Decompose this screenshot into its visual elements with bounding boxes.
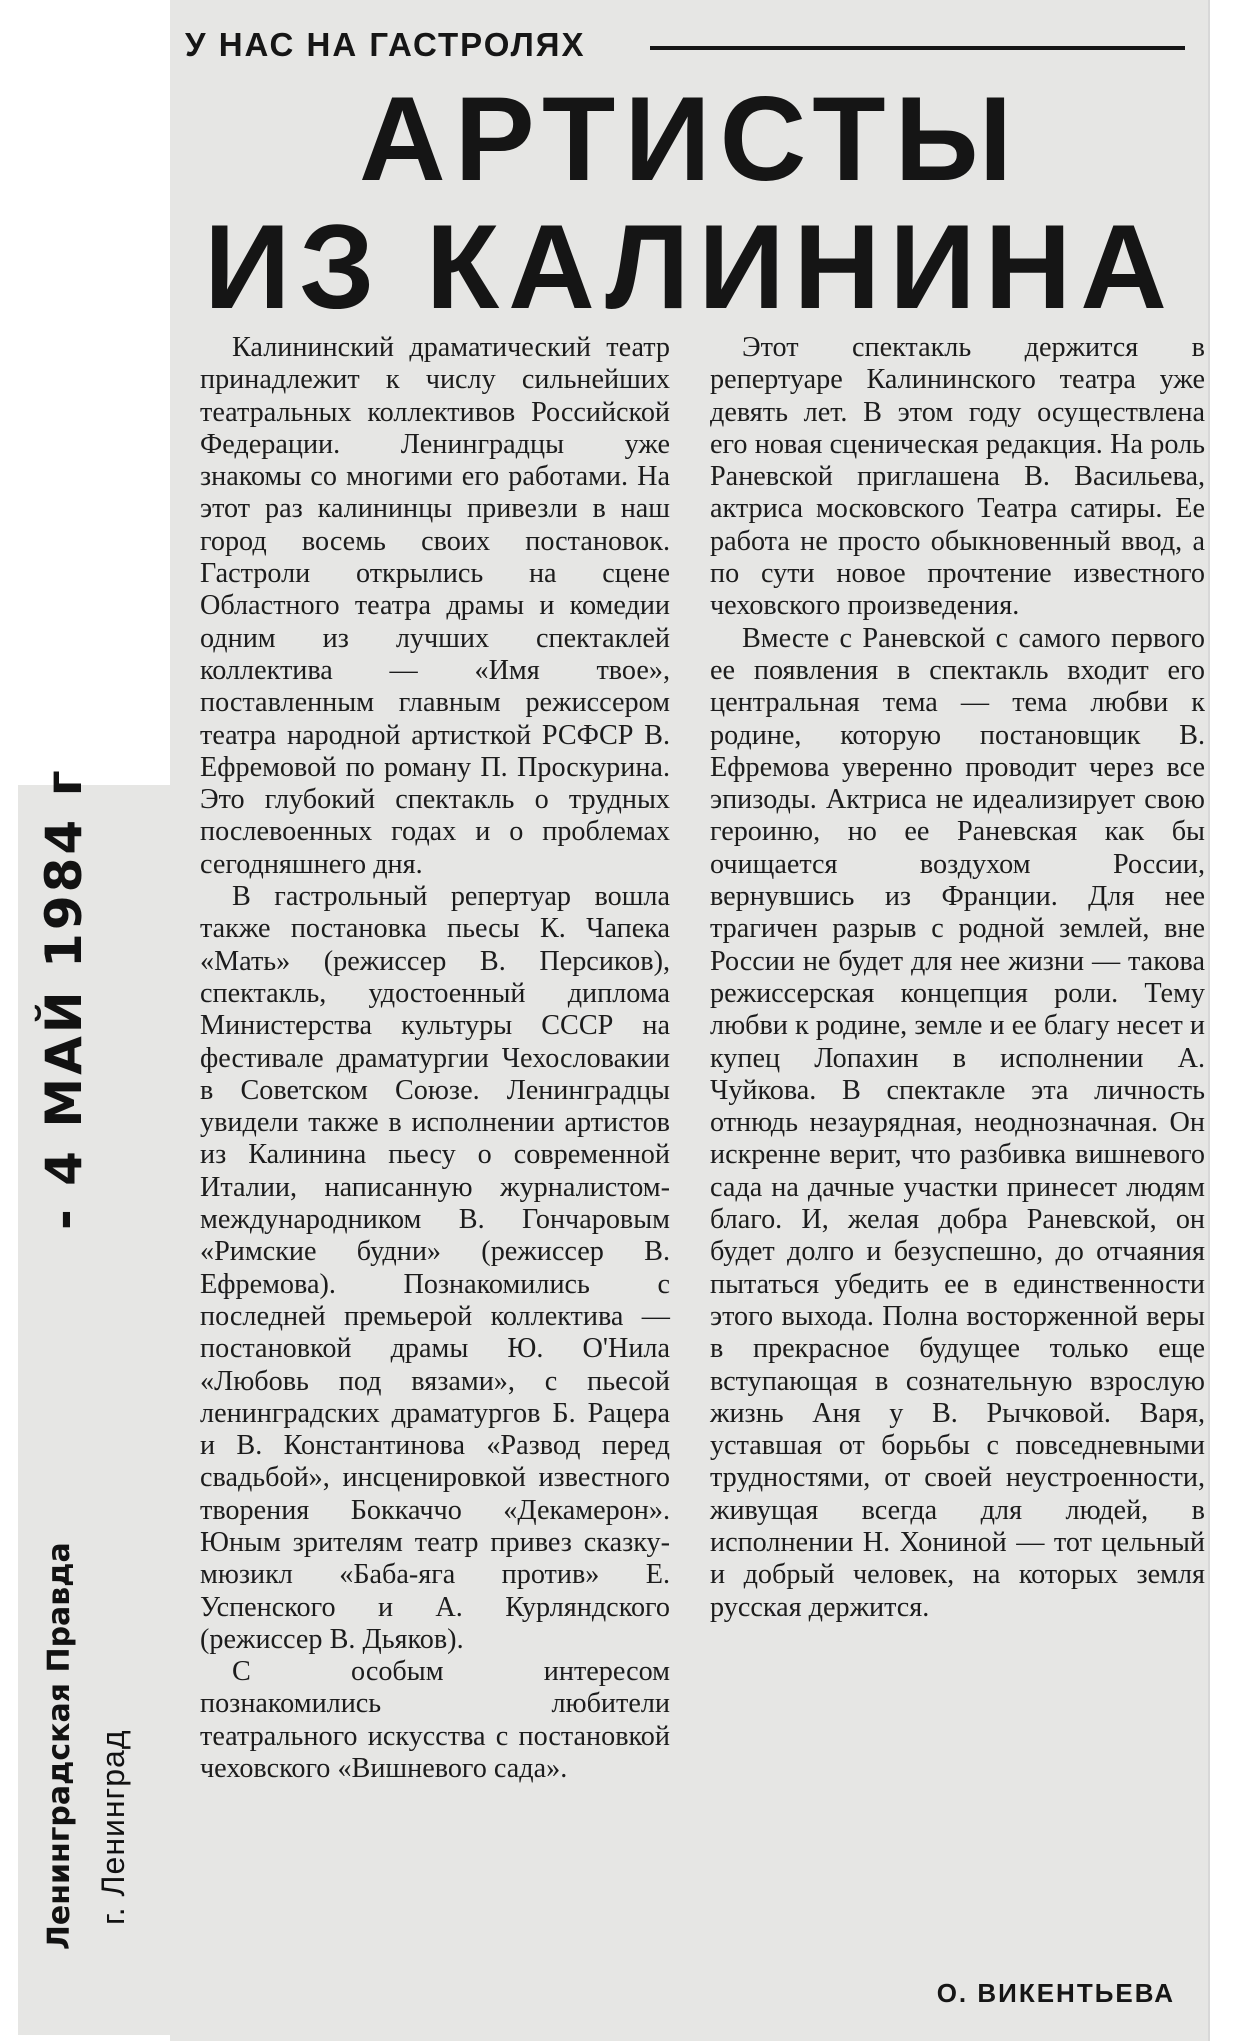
date-stamp: - 4 МАЙ 1984 г	[35, 767, 93, 1230]
headline	[190, 72, 1190, 334]
newspaper-name-stamp: Ленинградская Правда	[42, 1542, 77, 1950]
paragraph: Вместе с Раневской с самого первого ее появления в спектакль входит его центральная тема — тема любви к родине, которую постановщик В. Ефремова уверенно проводит через все эпизоды. Актриса не идеализирует свою героиню, но ее Раневская как бы очищается воздухом России, вернувшись из Франции. Для нее трагичен разрыв с родной землей, вне России не будет для нее жизни — такова режиссерская концепция роли. Тему любви к родине, земле и ее благу несет и купец Лопахин в исполнении А. Чуйкова. В спектакле эта личность отнюдь незаурядная, неоднозначная. Он искренне верит, что разбивка вишневого сада на дачные участки принесет людям благо. И, желая добра Раневской, он будет долго и безуспешно, до отчаяния пытаться убедить ее в единственности этого выхода. Полна восторженной веры в прекрасное будущее только еще вступающая в сознательную взрослую жизнь Аня у В. Рычковой. Варя, уставшая от борьбы с повседневными трудностями, от своей неустроенности, живущая всегда для людей, в исполнении Н. Хониной — тот цельный и добрый человек, на которых земля русская держится.	[710, 622, 1205, 1623]
city-stamp: г. Ленинград	[95, 1729, 131, 1925]
paragraph: С особым интересом познакомились любители театрального искусства с постановкой чеховского «Вишневого сада».	[200, 1656, 670, 1785]
paragraph: В гастрольный репертуар вошла также постановка пьесы К. Чапека «Мать» (режиссер В. Персиков), спектакль, удостоенный диплома Министерства культуры СССР на фестивале драматургии Чехословакии в Советском Союзе. Ленинградцы увидели также в исполнении артистов из Калинина пьесу о современной Италии, написанную журналистом-международником В. Гончаровым «Римские будни» (режиссер В. Ефремова). Познакомились с последней премьерой коллектива — постановкой драмы Ю. О'Нила «Любовь под вязами», с пьесой ленинградских драматургов Б. Рацера и В. Константинова «Развод перед свадьбой», инсценировкой известного творения Боккаччо «Декамерон». Юным зрителям театр привез сказку-мюзикл «Баба-яга против» Е. Успенского и А. Курляндского (режиссер В. Дьяков).	[200, 881, 670, 1655]
paragraph: Калининский драматический театр принадлежит к числу сильнейших театральных коллективов Российской Федерации. Ленинградцы уже знакомы со многими его работами. На этот раз калининцы привезли в наш город восемь своих постановок. Гастроли открылись на сцене Областного театра драмы и комедии одним из лучших спектаклей коллектива — «Имя твое», поставленным главным режиссером театра народной артисткой РСФСР В. Ефремовой по роману П. Проскурина. Это глубокий спектакль о трудных послевоенных годах и о проблемах сегодняшнего дня.	[200, 332, 670, 880]
paragraph: Этот спектакль держится в репертуаре Калининского театра уже девять лет. В этом году осуществлена его новая сценическая редакция. На роль Раневской приглашена В. Васильева, актриса московского Театра сатиры. Ее работа не просто обыкновенный ввод, а по сути новое прочтение известного чеховского произведения.	[710, 332, 1205, 622]
headline-line-1: АРТИСТЫ	[358, 72, 1022, 206]
headline-line-2: ИЗ КАЛИНИНА	[204, 200, 1176, 334]
article-column-right	[710, 332, 1205, 1624]
rubric-rule	[650, 46, 1185, 50]
author-byline: О. ВИКЕНТЬЕВА	[936, 1978, 1175, 2008]
article-column-left	[200, 332, 670, 1785]
rubric: У НАС НА ГАСТРОЛЯХ	[185, 26, 586, 63]
